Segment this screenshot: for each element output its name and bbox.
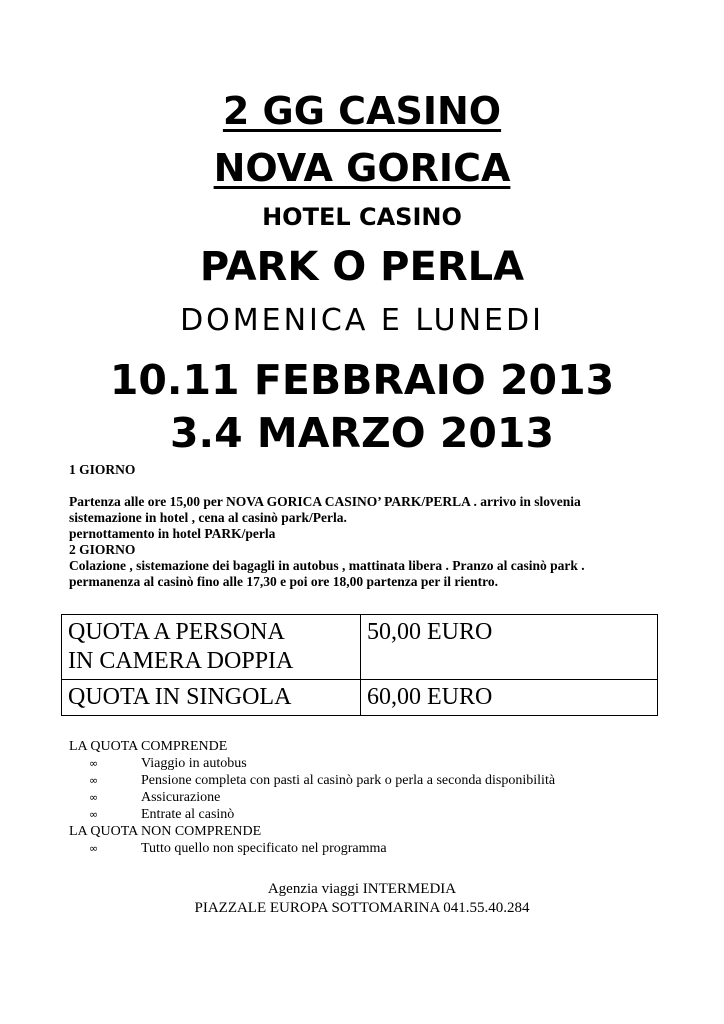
infinity-bullet-icon: ∞: [89, 774, 99, 787]
title-line-1: 2 GG CASINO: [222, 89, 502, 133]
footer: [0, 880, 724, 918]
price-row: [62, 680, 658, 716]
agency-address: PIAZZALE EUROPA SOTTOMARINA 041.55.40.284: [194, 900, 530, 916]
infinity-bullet-icon: ∞: [89, 842, 99, 855]
price-label: QUOTA IN SINGOLA: [68, 684, 292, 710]
price-value: 50,00 EURO: [367, 619, 493, 645]
day1-line: sistemazione in hotel , cena al casinò park/Perla.: [69, 510, 347, 525]
agency-name: Agenzia viaggi INTERMEDIA: [267, 881, 457, 897]
price-label: QUOTA A PERSONA: [68, 619, 285, 645]
day1-line: pernottamento in hotel PARK/perla: [69, 526, 276, 541]
price-label-cell: [62, 615, 361, 680]
includes-item: ∞ Pensione completa con pasti al casinò park o perla a seconda disponibilità: [89, 773, 556, 788]
includes-item: ∞ Entrate al casinò: [89, 807, 235, 822]
spacer: [69, 478, 585, 494]
price-label-cell: [62, 680, 361, 716]
excludes-title: LA QUOTA NON COMPRENDE: [69, 824, 262, 839]
day2-line: permanenza al casinò fino alle 17,30 e poi ore 18,00 partenza per il rientro.: [69, 574, 498, 589]
title-line-2: NOVA GORICA: [213, 146, 511, 190]
infinity-bullet-icon: ∞: [89, 808, 99, 821]
price-table: [61, 614, 658, 716]
infinity-bullet-icon: ∞: [89, 757, 99, 770]
day2-title: 2 GIORNO: [69, 542, 136, 557]
day1-title: 1 GIORNO: [69, 462, 136, 477]
excludes-item: ∞ Tutto quello non specificato nel programma: [89, 841, 387, 856]
date-line-1: 10.11 FEBBRAIO 2013: [109, 356, 615, 404]
quota-section: [69, 738, 555, 857]
price-label: IN CAMERA DOPPIA: [68, 648, 294, 674]
includes-title: LA QUOTA COMPRENDE: [69, 739, 228, 754]
day1-line: Partenza alle ore 15,00 per NOVA GORICA CASINO’ PARK/PERLA . arrivo in slovenia: [69, 494, 581, 509]
price-row: [62, 615, 658, 680]
subtitle-park-perla: PARK O PERLA: [199, 244, 525, 290]
price-value-cell: [361, 615, 658, 680]
day2-line: Colazione , sistemazione dei bagagli in autobus , mattinata libera . Pranzo al casinò park .: [69, 558, 585, 573]
date-line-2: 3.4 MARZO 2013: [170, 409, 554, 457]
price-value-cell: [361, 680, 658, 716]
subtitle-hotel: HOTEL CASINO: [262, 203, 462, 231]
program-section: [69, 462, 585, 590]
days-line: DOMENICA E LUNEDI: [180, 303, 544, 338]
price-value: 60,00 EURO: [367, 684, 493, 710]
infinity-bullet-icon: ∞: [89, 791, 99, 804]
includes-item: ∞ Assicurazione: [89, 790, 221, 805]
includes-item: ∞ Viaggio in autobus: [89, 756, 247, 771]
